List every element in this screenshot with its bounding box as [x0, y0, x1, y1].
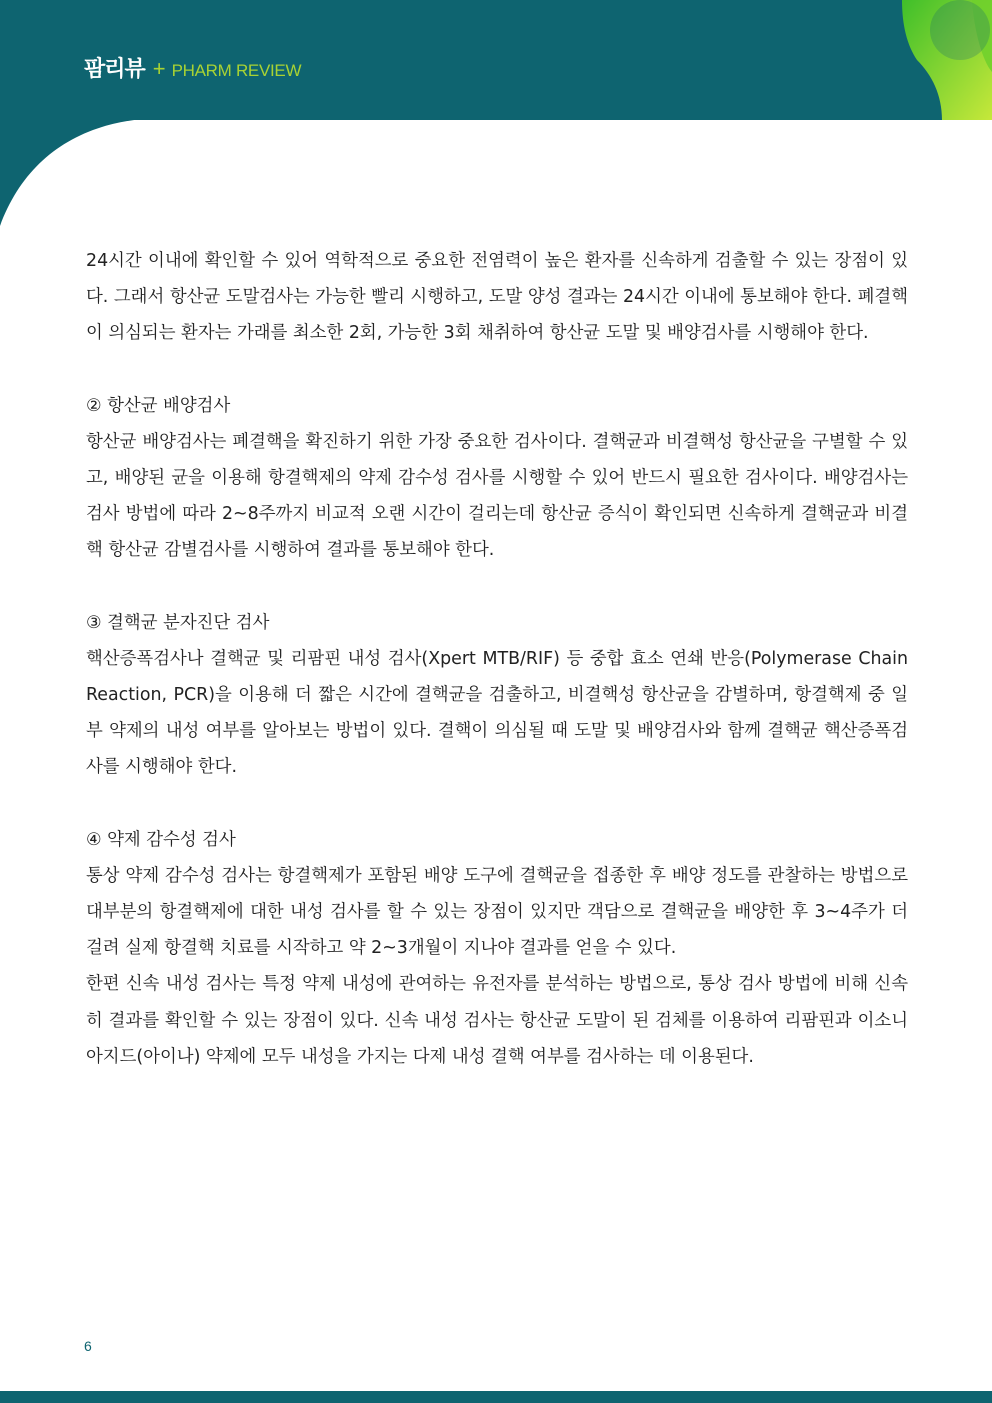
section-spacer [86, 569, 908, 605]
intro-paragraph: 24시간 이내에 확인할 수 있어 역학적으로 중요한 전염력이 높은 환자를 신속하게 검출할 수 있는 장점이 있다. 그래서 항산균 도말검사는 가능한 빨리 시행하고, 도말 양성 결과는 24시간 이내에 통보해야 한다. 폐결핵이 의심되는 환자는 가래를 최소한 2회, 가능한 3회 채취하여 항산균 도말 및 배양검사를 시행해야 한다. [86, 251, 909, 344]
header-curve [0, 118, 160, 228]
section-heading-susceptibility: ④ 약제 감수성 검사 [86, 829, 236, 850]
brand-english-title: PHARM REVIEW [171, 61, 302, 80]
section-spacer [86, 352, 908, 388]
article-body [86, 243, 908, 1075]
brand-logo [84, 52, 301, 92]
page-number: 6 [84, 1338, 92, 1354]
footer-bar [0, 1391, 992, 1403]
corner-decoration [902, 0, 992, 120]
section-spacer [86, 786, 908, 822]
section-heading-culture: ② 항산균 배양검사 [86, 395, 231, 416]
molecular-paragraph: 핵산증폭검사나 결핵균 및 리팜핀 내성 검사(Xpert MTB/RIF) 등 중합 효소 연쇄 반응(Polymerase Chain Reaction, PCR)을 이용해 더 짧은 시간에 결핵균을 검출하고, 비결핵성 항산균을 감별하며, 항결핵제 중 일부 약제의 내성 여부를 알아보는 방법이 있다. 결핵이 의심될 때 도말 및 배양검사와 함께 결핵균 핵산증폭검사를 시행해야 한다. [86, 648, 908, 778]
culture-paragraph: 항산균 배양검사는 폐결핵을 확진하기 위한 가장 중요한 검사이다. 결핵균과 비결핵성 항산균을 구별할 수 있고, 배양된 균을 이용해 항결핵제의 약제 감수성 검사를 시행할 수 있어 반드시 필요한 검사이다. 배양검사는 검사 방법에 따라 2~8주까지 비교적 오랜 시간이 걸리는데 항산균 증식이 확인되면 신속하게 결핵균과 비결핵 항산균 감별검사를 시행하여 결과를 통보해야 한다. [86, 431, 908, 561]
section-heading-molecular: ③ 결핵균 분자진단 검사 [86, 612, 270, 633]
rapid-resistance-paragraph: 한편 신속 내성 검사는 특정 약제 내성에 관여하는 유전자를 분석하는 방법으로, 통상 검사 방법에 비해 신속히 결과를 확인할 수 있는 장점이 있다. 신속 내성 검사는 항산균 도말이 된 검체를 이용하여 리팜핀과 이소니아지드(아이나) 약제에 모두 내성을 가지는 다제 내성 결핵 여부를 검사하는 데 이용된다. [86, 974, 908, 1067]
brand-plus-sign: + [152, 56, 166, 81]
brand-korean-title: 팜리뷰 [84, 57, 145, 82]
susceptibility-paragraph: 통상 약제 감수성 검사는 항결핵제가 포함된 배양 도구에 결핵균을 접종한 후 배양 정도를 관찰하는 방법으로 대부분의 항결핵제에 대한 내성 검사를 할 수 있는 장점이 있지만 객담으로 결핵균을 배양한 후 3~4주가 더 걸려 실제 항결핵 치료를 시작하고 약 2~3개월이 지나야 결과를 얻을 수 있다. [86, 865, 908, 959]
